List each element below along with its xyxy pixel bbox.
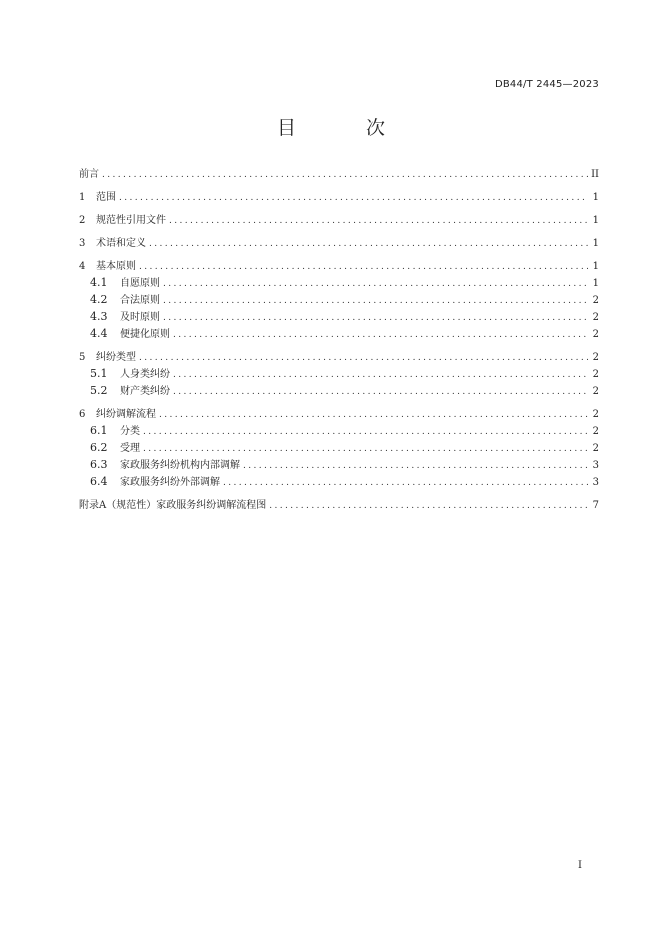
toc-entry-page: 2: [592, 295, 599, 306]
toc-entry-page: 3: [592, 477, 599, 488]
toc-entry-number: 4.2: [90, 293, 108, 306]
dot-leader: [119, 193, 588, 203]
toc-entry-page: 1: [592, 261, 599, 272]
toc-entry-page: II: [591, 169, 599, 180]
toc-entry[interactable]: [79, 348, 599, 365]
toc-entry-label: 规范性引用文件: [96, 215, 166, 226]
toc-entry-label: 家政服务纠纷外部调解: [120, 477, 220, 488]
toc-entry-page: 2: [592, 329, 599, 340]
toc-entry-page: 2: [592, 409, 599, 420]
toc-entry-number: 4: [79, 261, 86, 272]
dot-leader: [169, 216, 588, 226]
toc-entry-number: 2: [79, 215, 86, 226]
dot-leader: [223, 478, 588, 488]
toc-entry-number: 4.3: [90, 310, 108, 323]
toc-entry-page: 2: [592, 443, 599, 454]
toc-entry[interactable]: [79, 257, 599, 274]
toc-entry-label: 附录A（规范性）家政服务纠纷调解流程图: [79, 500, 267, 511]
toc-entry-label: 前言: [79, 169, 99, 180]
toc-entry-number: 3: [79, 238, 86, 249]
dot-leader: [139, 262, 588, 272]
dot-leader: [143, 444, 588, 454]
page-number: I: [578, 860, 582, 871]
dot-leader: [269, 501, 588, 511]
dot-leader: [173, 387, 588, 397]
dot-leader: [163, 279, 588, 289]
toc-entry-label: 便捷化原则: [120, 329, 170, 340]
toc-entry-number: 6.3: [90, 458, 108, 471]
document-code: DB44/T 2445—2023: [494, 79, 599, 90]
toc-entry-number: 5.2: [90, 384, 108, 397]
toc-entry-label: 基本原则: [96, 261, 136, 272]
table-of-contents: [79, 165, 599, 513]
toc-entry[interactable]: [79, 211, 599, 228]
toc-entry-label: 受理: [120, 443, 140, 454]
toc-entry-page: 3: [592, 460, 599, 471]
toc-entry-number: 5: [79, 352, 86, 363]
toc-entry-page: 1: [592, 238, 599, 249]
dot-leader: [173, 330, 588, 340]
toc-entry[interactable]: [79, 422, 599, 439]
toc-entry-page: 7: [592, 500, 599, 511]
dot-leader: [243, 461, 588, 471]
toc-entry-number: 6: [79, 409, 86, 420]
toc-entry-number: 6.2: [90, 441, 108, 454]
toc-entry-label: 纠纷类型: [96, 352, 136, 363]
toc-entry-label: 合法原则: [120, 295, 160, 306]
toc-entry-page: 2: [592, 369, 599, 380]
toc-entry-page: 2: [592, 352, 599, 363]
dot-leader: [102, 170, 588, 180]
toc-entry-label: 自愿原则: [120, 278, 160, 289]
toc-entry[interactable]: [79, 291, 599, 308]
toc-entry[interactable]: [79, 382, 599, 399]
toc-entry-page: 2: [592, 426, 599, 437]
toc-entry-label: 范围: [96, 192, 116, 203]
toc-entry-label: 及时原则: [120, 312, 160, 323]
toc-entry[interactable]: [79, 439, 599, 456]
dot-leader: [159, 410, 588, 420]
toc-entry[interactable]: [79, 365, 599, 382]
toc-entry-number: 1: [79, 192, 86, 203]
dot-leader: [173, 370, 588, 380]
toc-entry-label: 人身类纠纷: [120, 369, 170, 380]
toc-entry-number: 4.1: [90, 276, 108, 289]
toc-entry-page: 2: [592, 312, 599, 323]
toc-entry[interactable]: [79, 325, 599, 342]
toc-entry-label: 分类: [120, 426, 140, 437]
toc-entry[interactable]: [79, 165, 599, 182]
dot-leader: [149, 239, 588, 249]
toc-entry-label: 财产类纠纷: [120, 386, 170, 397]
toc-entry[interactable]: [79, 308, 599, 325]
dot-leader: [163, 296, 588, 306]
toc-entry-number: 4.4: [90, 327, 108, 340]
toc-entry-label: 术语和定义: [96, 238, 146, 249]
toc-entry-label: 家政服务纠纷机构内部调解: [120, 460, 240, 471]
page-title: 目 次: [276, 117, 418, 139]
toc-entry-page: 1: [592, 215, 599, 226]
dot-leader: [139, 353, 588, 363]
toc-entry[interactable]: [79, 234, 599, 251]
toc-entry-number: 6.1: [90, 424, 108, 437]
toc-entry-number: 5.1: [90, 367, 108, 380]
dot-leader: [163, 313, 588, 323]
toc-entry-number: 6.4: [90, 475, 108, 488]
toc-entry[interactable]: [79, 274, 599, 291]
toc-entry[interactable]: [79, 188, 599, 205]
toc-entry-page: 2: [592, 386, 599, 397]
toc-entry-page: 1: [592, 192, 599, 203]
dot-leader: [143, 427, 588, 437]
toc-entry[interactable]: [79, 473, 599, 490]
toc-entry-label: 纠纷调解流程: [96, 409, 156, 420]
toc-entry[interactable]: [79, 456, 599, 473]
toc-entry-page: 1: [592, 278, 599, 289]
toc-entry[interactable]: [79, 405, 599, 422]
toc-entry[interactable]: [79, 496, 599, 513]
